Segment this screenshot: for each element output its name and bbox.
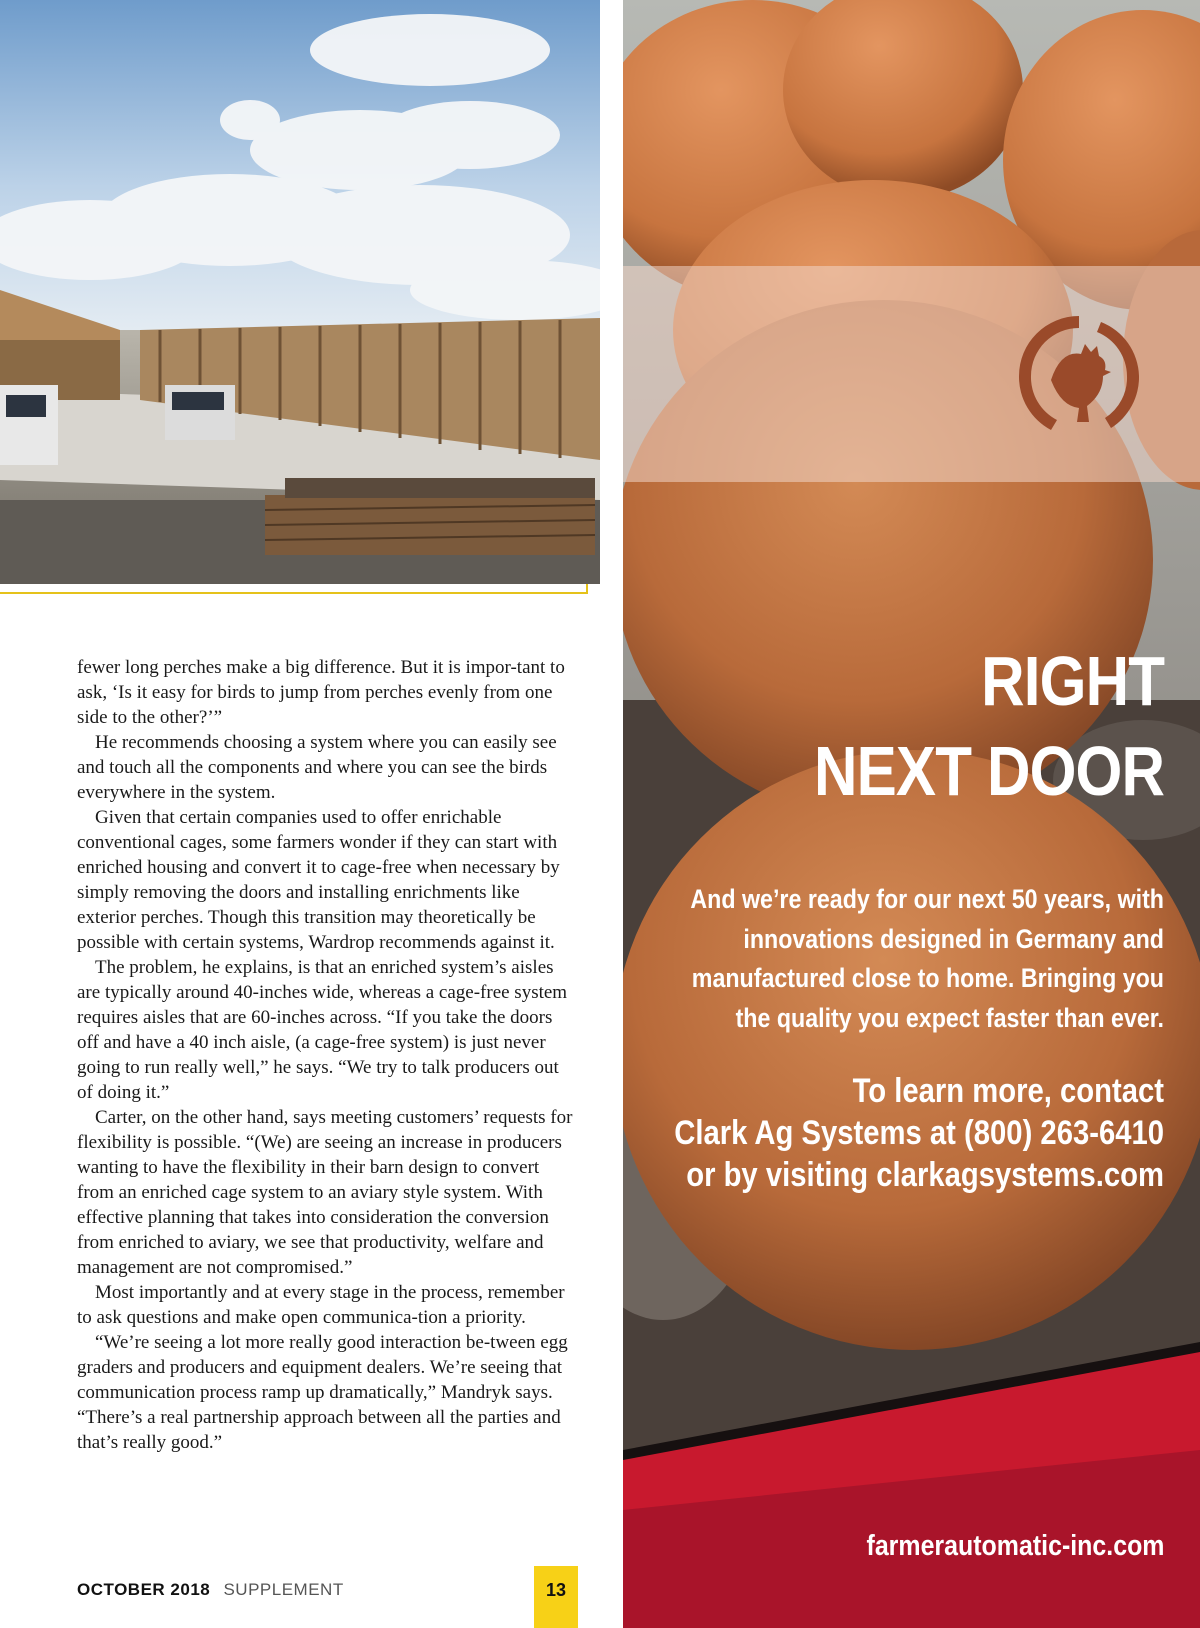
subcopy-line: manufactured close to home. Bringing you (691, 963, 1164, 993)
issue-date: OCTOBER 2018 (77, 1580, 211, 1599)
contact-line: Clark Ag Systems at (800) 263-6410 (674, 1114, 1164, 1152)
article-paragraph: The problem, he explains, is that an enriched system’s aisles are typically around 40-inches wide, whereas a cage-free system requires aisles that are 60-inches across. “If you take the doors off and have a 40 inch aisle, (a cage-free system) is just never going to run really well,” he says. “We try to talk producers out of doing it.” (77, 957, 568, 1103)
headline-line-1: RIGHT (981, 642, 1164, 720)
ad-contact (623, 1070, 1164, 1196)
article-paragraph: Carter, on the other hand, says meeting customers’ requests for flexibility is possible. “(We) are seeing an increase in producers wanting to have the flexibility in their barn design to convert from an enriched cage system to an aviary style system. With effective planning that takes into consideration the conversion from enriched to aviary, we see that productivity, welfare and management are not compromised.” (77, 1107, 573, 1278)
ad-subcopy (648, 880, 1164, 1038)
article-paragraph: Given that certain companies used to offer enrichable conventional cages, some farmers wonder if they can start with enriched housing and convert it to cage-free when necessary by simply removing the doors and installing enrichments like exterior perches. Though this transition may theoretically be possible with certain systems, Wardrop recommends against it. (77, 807, 560, 953)
article-paragraph: He recommends choosing a system where you can easily see and touch all the components and where you can see the birds everywhere in the system. (77, 732, 557, 803)
rooster-logo-icon (1011, 310, 1147, 440)
contact-line: or by visiting clarkagsystems.com (686, 1156, 1164, 1194)
photo-frame-rule (0, 584, 588, 594)
ad-headline (814, 636, 1164, 816)
advertisement (623, 0, 1200, 1628)
subcopy-line: And we’re ready for our next 50 years, with (690, 884, 1164, 914)
page-footer (77, 1580, 344, 1600)
headline-line-2: NEXT DOOR (813, 732, 1164, 810)
article-paragraph: “We’re seeing a lot more really good interaction be-tween egg graders and producers and equipment dealers. We’re seeing that communication process ramp up dramatically,” Mandryk says. “There’s a real partnership approach between all the parties and that’s really good.” (77, 1332, 568, 1453)
article-body (77, 655, 577, 1455)
contact-line: To learn more, contact (852, 1072, 1164, 1110)
subcopy-line: the quality you expect faster than ever. (735, 1002, 1164, 1033)
construction-site-photo (0, 0, 600, 584)
construction-site-photo-icon (0, 0, 600, 584)
article-paragraph: fewer long perches make a big difference. But it is impor-tant to ask, ‘Is it easy for birds to jump from perches evenly from one side to the other?’” (77, 657, 565, 728)
subcopy-line: innovations designed in Germany and (743, 923, 1164, 954)
page-number: 13 (534, 1566, 578, 1628)
section-name: SUPPLEMENT (223, 1580, 344, 1599)
article-paragraph: Most importantly and at every stage in the process, remember to ask questions and make open communica-tion a priority. (77, 1282, 565, 1328)
ad-website-link[interactable]: farmerautomatic-inc.com (866, 1530, 1164, 1562)
